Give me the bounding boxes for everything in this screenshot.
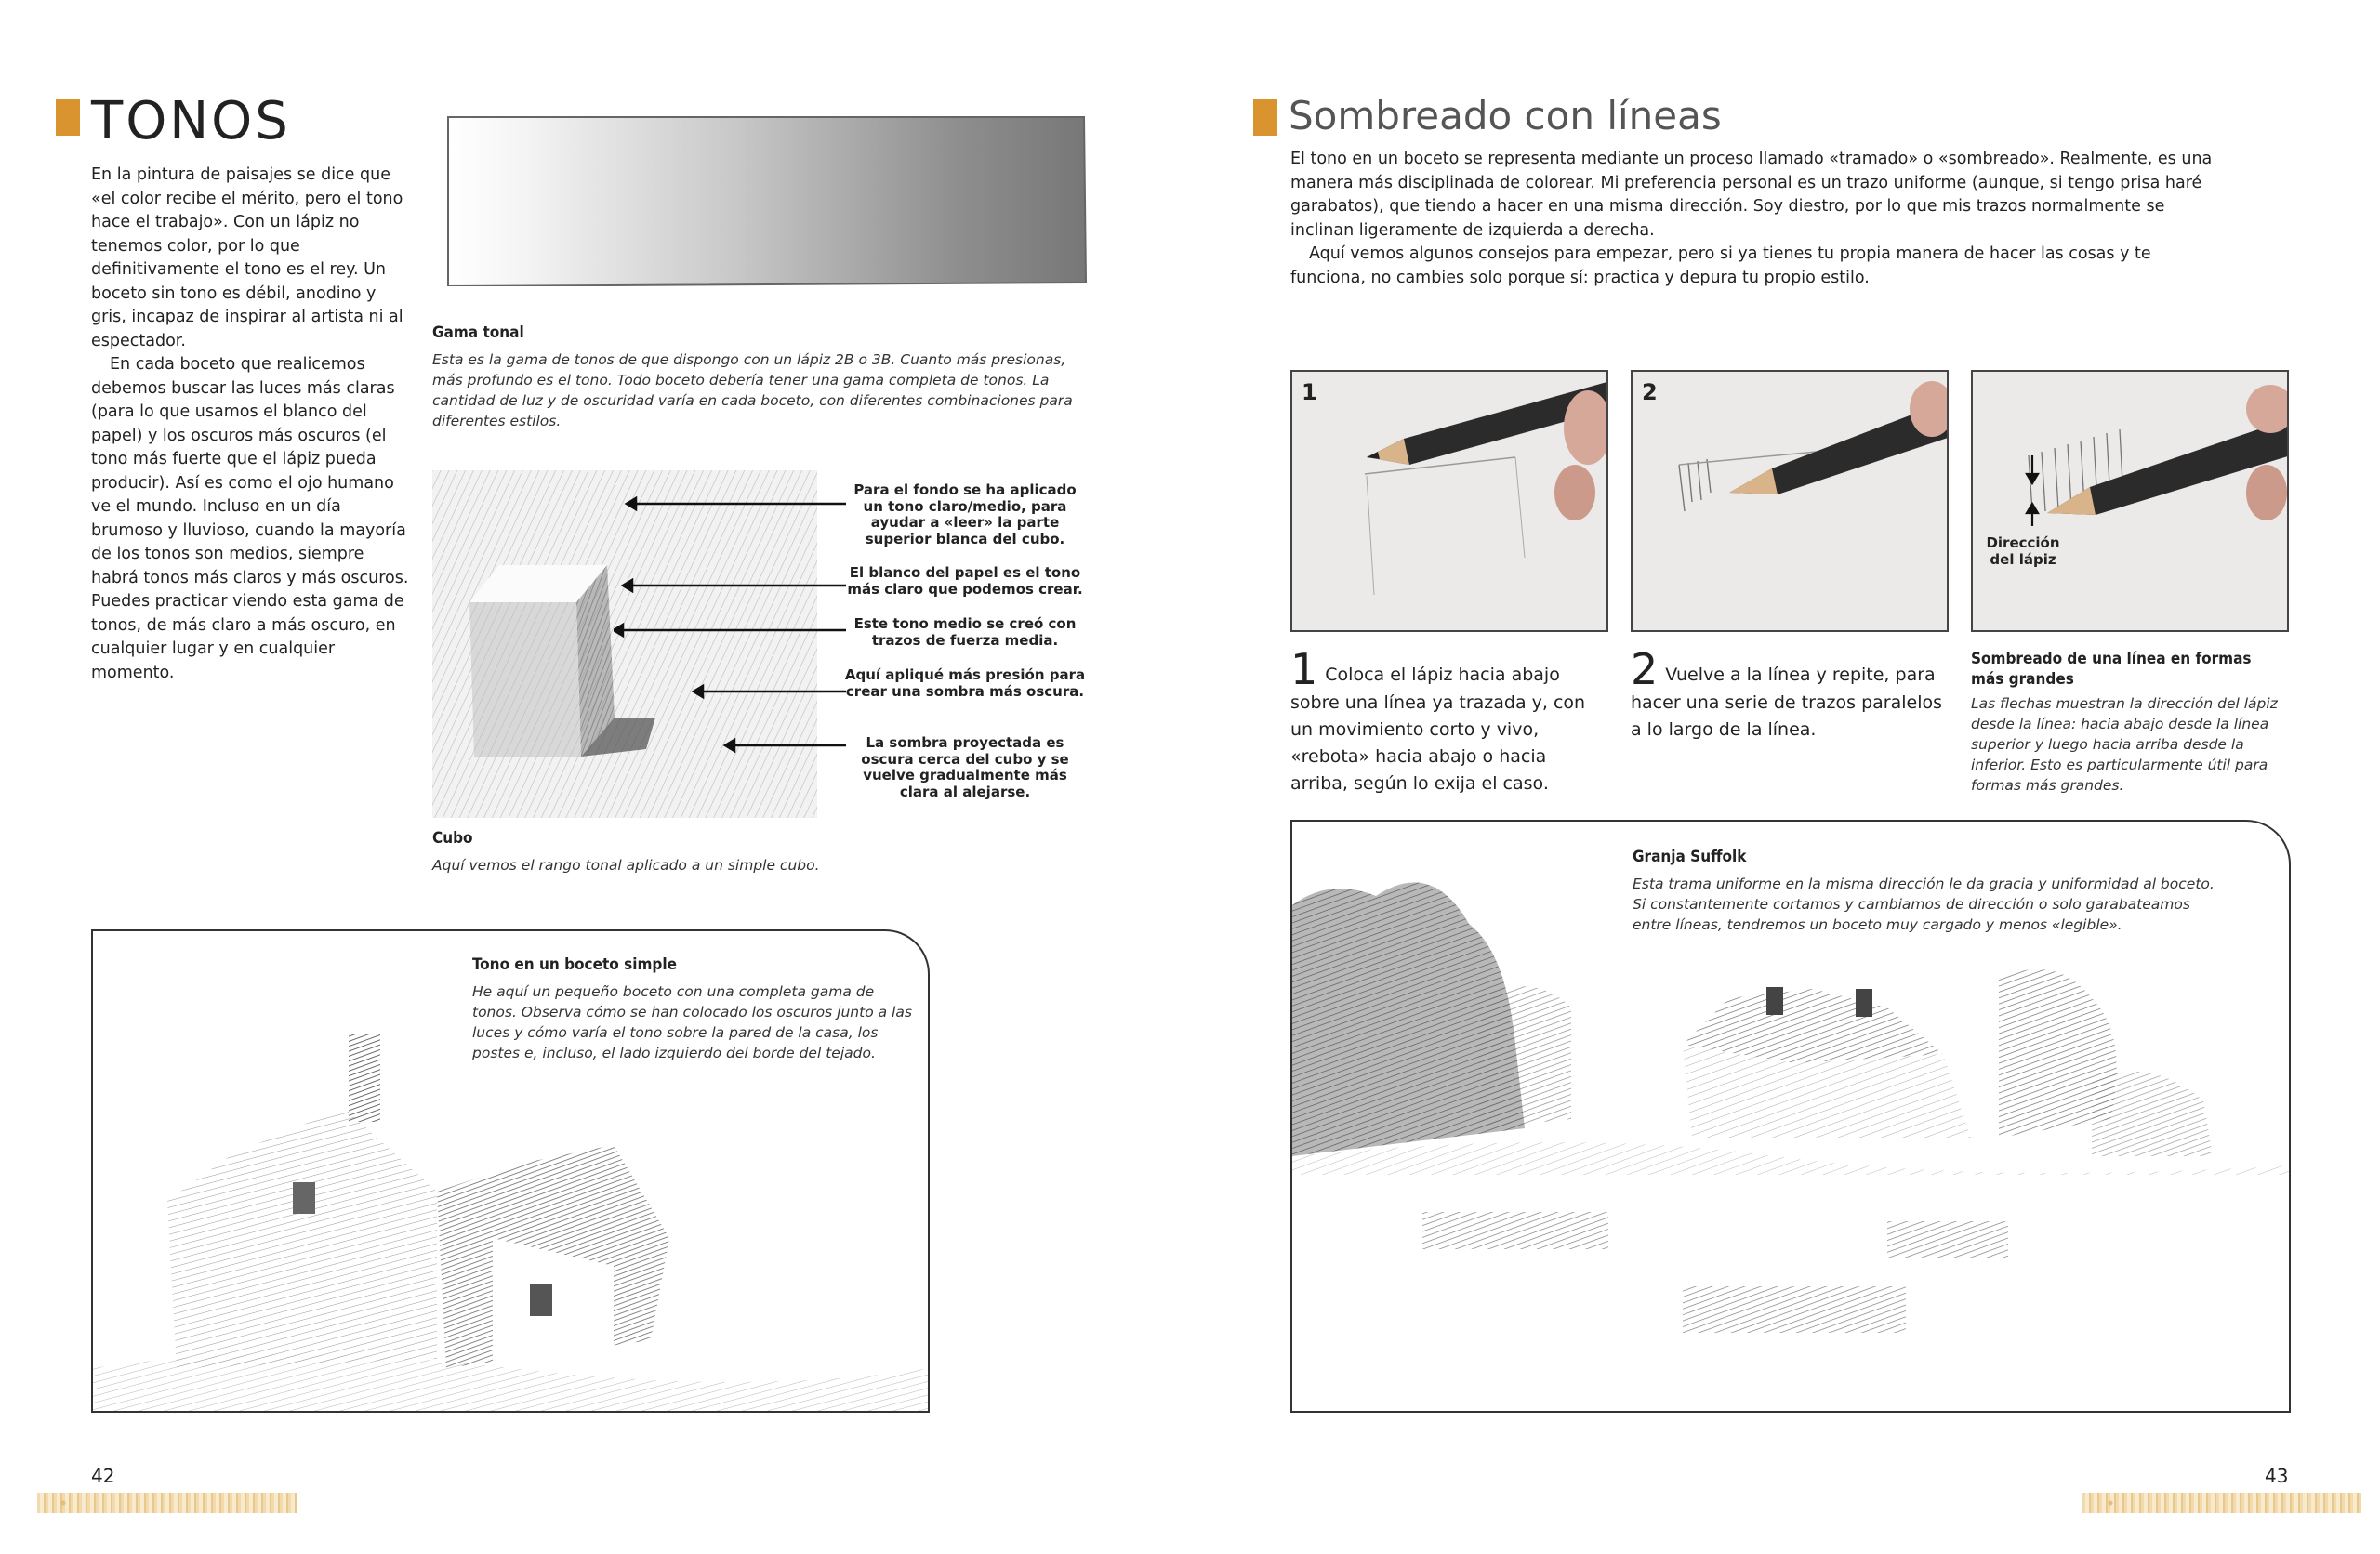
cubo-caption: Aquí vemos el rango tonal aplicado a un simple cubo.	[432, 857, 820, 874]
title-accent-square	[56, 99, 80, 136]
step-2-label: 2	[1642, 379, 1658, 405]
large-forms-caption: Las flechas muestran la dirección del lápiz desde la línea: hacia abajo desde la línea superior y luego hacia arriba desde la inferior. Esto es particularmente útil para formas más grandes.	[1971, 695, 2278, 794]
intro-paragraph-1: En la pintura de paisajes se dice que «el color recibe el mérito, pero el tono hace el trabajo». Con un lápiz no tenemos color, por lo que definitivamente el tono es el rey. Un boceto sin tono es débil, anodino y gris, incapaz de inspirar al artista ni al espectador.	[91, 165, 403, 350]
intro-text-left	[91, 164, 411, 685]
cube-annotation-arrows	[614, 483, 855, 762]
page-title-sombreado: Sombreado con líneas	[1289, 93, 1722, 138]
step-2-number: 2	[1631, 644, 1659, 694]
step-2-text	[1631, 644, 1952, 744]
page-number-right: 43	[2265, 1465, 2289, 1487]
step-1-text	[1290, 644, 1588, 797]
simple-sketch-title: Tono en un boceto simple	[472, 955, 677, 974]
step-2-description: Vuelve a la línea y repite, para hacer una serie de trazos paralelos a lo largo de la línea.	[1631, 665, 1943, 740]
gama-tonal-title: Gama tonal	[432, 323, 524, 342]
farm-caption: Esta trama uniforme en la misma dirección le da gracia y uniformidad al boceto. Si constantemente cortamos y cambiamos de dirección o solo garabateamos entre líneas, tendremos un boceto muy cargado y menos «legible».	[1633, 876, 2215, 933]
intro-text-right	[1290, 148, 2229, 290]
intro-right-paragraph-2: Aquí vemos algunos consejos para empezar, pero si ya tienes tu propia manera de hacer las cosas y te funciona, no cambies solo porque sí: practica y depura tu propio estilo.	[1290, 244, 2151, 287]
annotation-paper-white: El blanco del papel es el tono más claro que podemos crear.	[847, 564, 1083, 598]
simple-sketch-caption: He aquí un pequeño boceto con una completa gama de tonos. Observa cómo se han colocado los oscuros junto a las luces y cómo varía el tono sobre la pared de la casa, los postes e, incluso, el lado izquierdo del borde del tejado.	[472, 983, 912, 1061]
step-1-photo	[1290, 370, 1608, 632]
intro-paragraph-2: En cada boceto que realicemos debemos buscar las luces más claras (para lo que usamos el blanco del papel) y los oscuros más oscuros (el tono más fuerte que el lápiz pueda producir). Así es como el ojo humano ve el mundo. Incluso en un día brumoso y lluvioso, cuando la mayoría de los tonos son medios, siempre habrá tonos más claros y más oscuros. Puedes practicar viendo esta gama de tonos, de más claro a más oscuro, en cualquier lugar y en cualquier momento.	[91, 355, 409, 682]
step-1-description: Coloca el lápiz hacia abajo sobre una línea ya trazada y, con un movimiento corto y vivo, «rebota» hacia abajo o hacia arriba, según lo exija el caso.	[1290, 665, 1586, 794]
page-number-left: 42	[91, 1465, 115, 1487]
page-decoration-right	[2082, 1493, 2361, 1513]
large-forms-title: Sombreado de una línea en formas más grandes	[1971, 650, 2252, 689]
cubo-title: Cubo	[432, 829, 473, 848]
farm-sketch-frame	[1290, 820, 2291, 1413]
pencil-direction-label: Dirección del lápiz	[1986, 534, 2060, 568]
title-accent-square-right	[1253, 99, 1277, 136]
page-decoration-left	[37, 1493, 298, 1513]
intro-right-paragraph-1: El tono en un boceto se representa mediante un proceso llamado «tramado» o «sombreado». Realmente, es una manera más disciplinada de colorear. Mi preferencia personal es un trazo uniforme (aunque, si tengo prisa haré garabatos), que tiendo a hacer en una misma dirección. Soy diestro, por lo que mis trazos normalmente se inclinan ligeramente de izquierda a derecha.	[1290, 150, 2213, 240]
annotation-dark-side: Aquí apliqué más presión para crear una sombra más oscura.	[844, 666, 1086, 700]
farm-title: Granja Suffolk	[1633, 848, 1747, 866]
annotation-mid-tone: Este tono medio se creó con trazos de fuerza media.	[853, 615, 1077, 649]
simple-sketch-frame	[91, 929, 930, 1413]
gama-tonal-caption: Esta es la gama de tonos de que dispongo con un lápiz 2B o 3B. Cuanto más presionas, más profundo es el tono. Todo boceto debería tener una gama completa de tonos. La cantidad de luz y de oscuridad varía en cada boceto, con diferentes combinaciones para diferentes estilos.	[432, 351, 1073, 429]
step-3-photo	[1971, 370, 2289, 632]
annotation-background: Para el fondo se ha aplicado un tono claro/medio, para ayudar a «leer» la parte superior blanca del cubo.	[853, 481, 1077, 547]
tonal-range-figure	[441, 113, 1091, 286]
annotation-cast-shadow: La sombra proyectada es oscura cerca del cubo y se vuelve gradualmente más clara al alejarse.	[861, 734, 1069, 800]
step-2-photo	[1631, 370, 1949, 632]
step-1-number: 1	[1290, 644, 1318, 694]
step-1-label: 1	[1302, 379, 1317, 405]
page-title-tonos: TONOS	[91, 91, 291, 151]
